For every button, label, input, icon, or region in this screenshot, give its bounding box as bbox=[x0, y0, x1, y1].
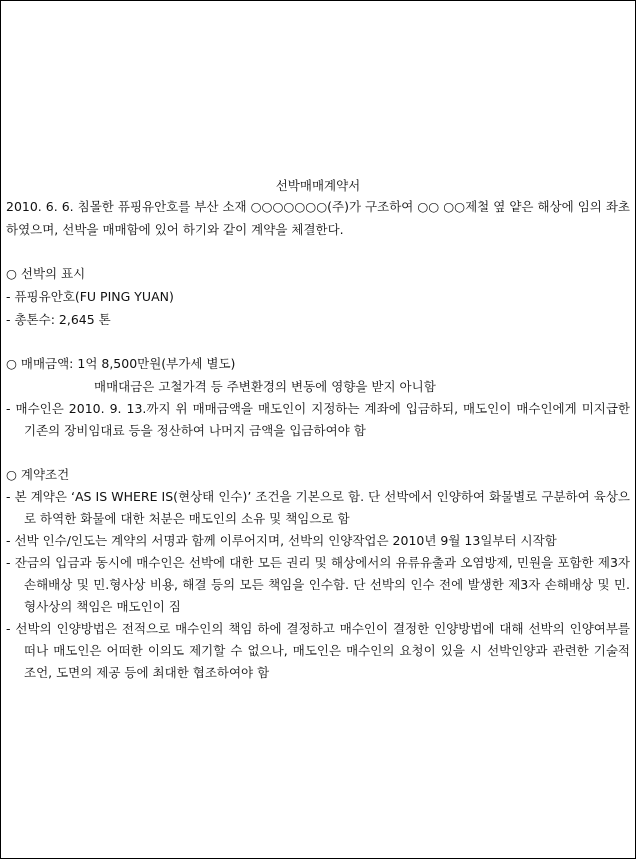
gross-tonnage-item: - 총톤수: 2,645 톤 bbox=[6, 312, 111, 327]
payment-item: - 매수인은 2010. 9. 13.까지 위 매매금액을 매도인이 지정하는 계좌에 입금하되, 매도인이 매수인에게 미지급한 기존의 장비임대료 등을 정산하여 나머지 금액을 입금하여야 함 bbox=[6, 401, 630, 438]
document-title: 선박매매계약서 bbox=[275, 178, 361, 193]
section-vessel-heading: ○ 선박의 표시 bbox=[6, 266, 86, 281]
terms-item-delivery: - 선박 인수/인도는 계약의 서명과 함께 이루어지며, 선박의 인양작업은 2010년 9월 13일부터 시작함 bbox=[6, 533, 557, 548]
section-price-heading: ○ 매매금액: 1억 8,500만원(부가세 별도) bbox=[6, 356, 236, 371]
price-note: 매매대금은 고철가격 등 주변환경의 변동에 영향을 받지 아니함 bbox=[94, 379, 436, 394]
terms-item-liability: - 잔금의 입금과 동시에 매수인은 선박에 대한 모든 권리 및 해상에서의 유류유출과 오염방제, 민원을 포함한 제3자 손해배상 및 민.형사상 비용, 해결 등의 모든 책임을 인수함. 단 선박의 인수 전에 발생한 제3자 손해배상 및 민.형사상의 책임은 매도인이 짐 bbox=[6, 555, 630, 614]
terms-item-salvage-method: - 선박의 인양방법은 전적으로 매수인의 책임 하에 결정하고 매수인이 결정한 인양방법에 대해 선박의 인양여부를 떠나 매도인은 어떠한 이의도 제기할 수 없으나, 매도인은 매수인의 요청이 있을 시 선박인양과 관련한 기술적 조언, 도면의 제공 등에 최대한 협조하여야 함 bbox=[6, 621, 630, 680]
intro-paragraph: 2010. 6. 6. 침몰한 퓨핑유안호를 부산 소재 ○○○○○○○(주)가 구조하여 ○○ ○○제철 옆 얕은 해상에 임의 좌초하였으며, 선박을 매매함에 있어 하기와 같이 계약을 체결한다. bbox=[6, 199, 630, 237]
terms-item-as-is: - 본 계약은 ‘AS IS WHERE IS(현상태 인수)’ 조건을 기본으로 함. 단 선박에서 인양하여 화물별로 구분하여 육상으로 하역한 화물에 대한 처분은 매도인의 소유 및 책임으로 함 bbox=[6, 489, 630, 526]
section-terms-heading: ○ 계약조건 bbox=[6, 467, 70, 482]
vessel-name-item: - 퓨핑유안호(FU PING YUAN) bbox=[6, 289, 174, 304]
document-body bbox=[6, 177, 630, 684]
